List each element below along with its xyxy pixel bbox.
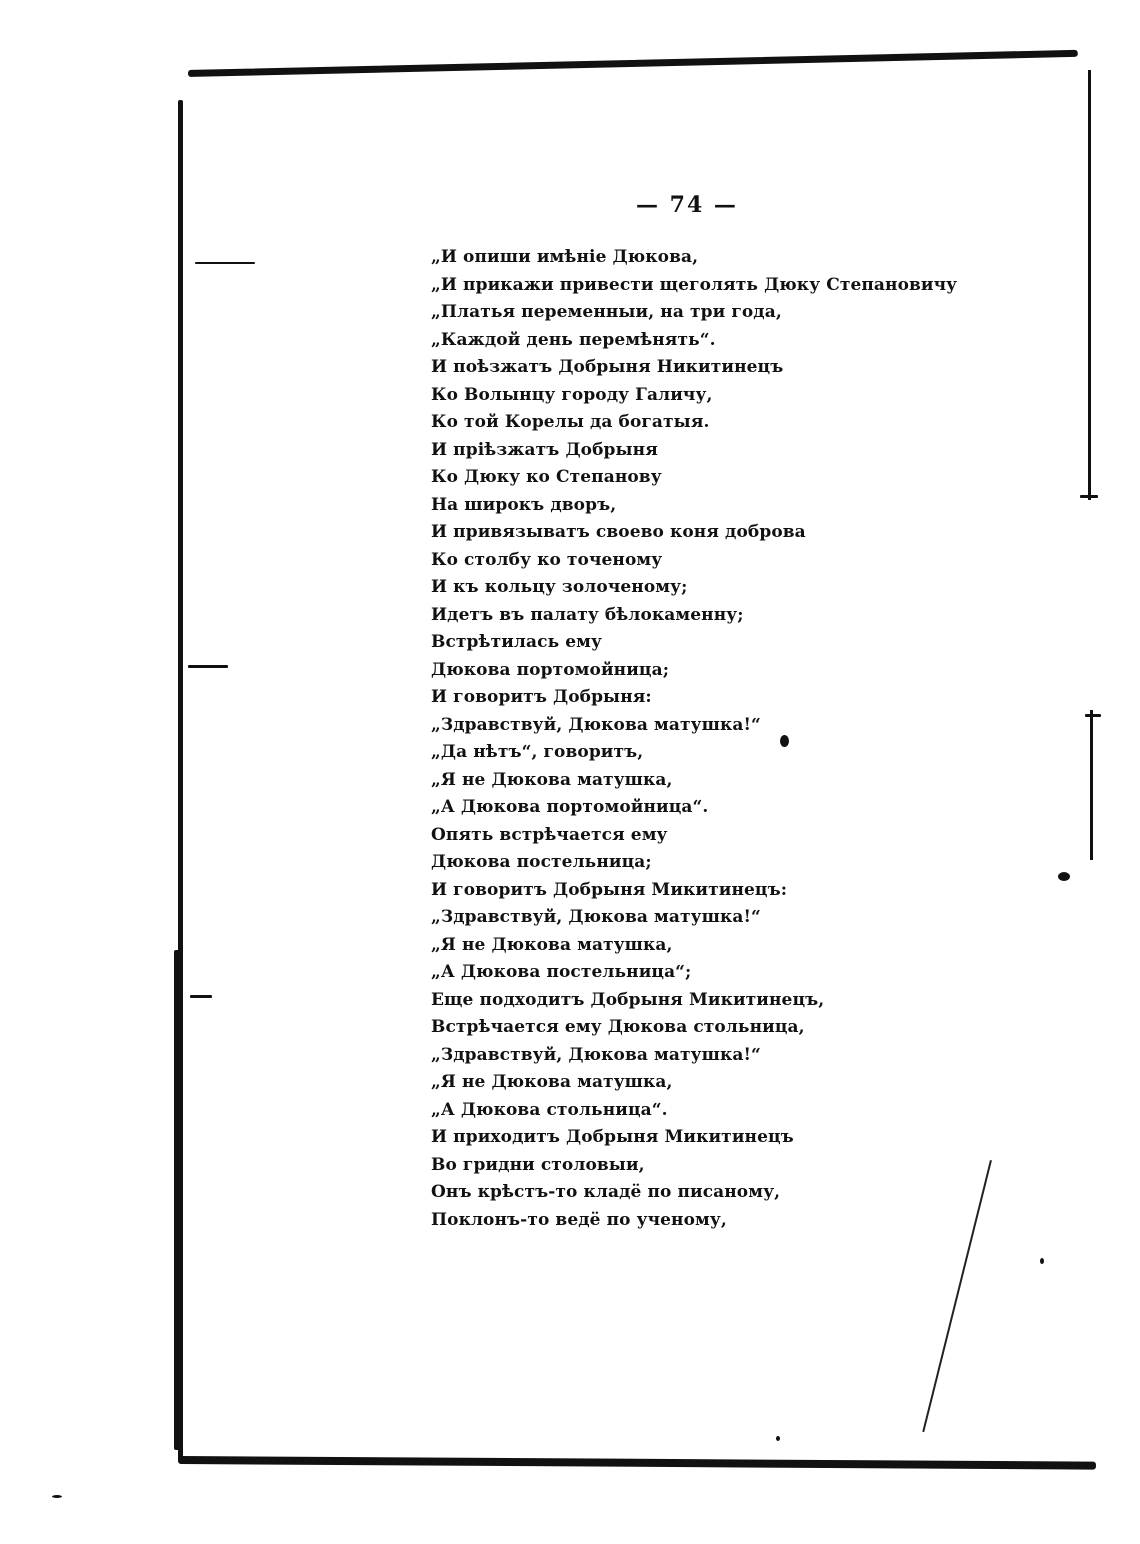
ink-speck	[190, 995, 212, 998]
verse-line: И пріѣзжатъ Добрыня	[431, 439, 658, 460]
verse-line: И поѣзжатъ Добрыня Никитинецъ	[431, 357, 784, 377]
page-edge-top	[188, 50, 1078, 77]
verse-line: „И опиши имѣніе Дюкова,	[431, 247, 699, 267]
page-edge-bottom	[178, 1456, 1096, 1470]
verse-line: „Я не Дюкова матушка,	[431, 1072, 673, 1092]
verse-line: Ко Волынцу городу Галичу,	[431, 384, 713, 405]
verse-line: И приходитъ Добрыня Микитинецъ	[431, 1127, 794, 1147]
verse-line: И привязыватъ своево коня доброва	[431, 522, 806, 542]
verse-line: Ко столбу ко точеному	[431, 549, 663, 570]
verse-line: Ко той Корелы да богатыя.	[431, 412, 710, 432]
verse-line: Опять встрѣчается ему	[431, 824, 668, 845]
verse-line: И говоритъ Добрыня Микитинецъ:	[431, 879, 788, 900]
page-edge-right	[1088, 70, 1091, 500]
ink-speck	[1080, 495, 1098, 498]
ink-speck	[1058, 872, 1070, 881]
verse-line: „А Дюкова стольница“.	[431, 1099, 668, 1120]
verse-line: „Я не Дюкова матушка,	[431, 769, 673, 790]
ink-speck	[776, 1436, 780, 1441]
verse-line: На широкъ дворъ,	[431, 494, 617, 515]
verse-line: Во гридни столовыи,	[431, 1154, 645, 1175]
ink-speck	[188, 665, 228, 668]
verse-line: Встрѣчается ему Дюкова стольница,	[431, 1017, 805, 1037]
page-edge-right-lower	[1090, 710, 1093, 860]
verse-text	[431, 244, 957, 1234]
verse-line: „Я не Дюкова матушка,	[431, 934, 673, 955]
verse-line: Онъ крѣстъ-то кладё по писаному,	[431, 1182, 781, 1202]
verse-line: Дюкова постельница;	[431, 852, 652, 872]
verse-line: Дюкова портомойница;	[431, 659, 670, 680]
verse-line: „И прикажи привести щеголять Дюку Степановичу	[431, 274, 958, 295]
verse-line: „Каждой день перемѣнять“.	[431, 329, 716, 350]
verse-line: Еще подходитъ Добрыня Микитинецъ,	[431, 989, 825, 1010]
verse-line: „А Дюкова портомойница“.	[431, 797, 709, 817]
ink-speck	[195, 262, 255, 264]
verse-line: „Здравствуй, Дюкова матушка!“	[431, 1044, 761, 1065]
verse-line: „Здравствуй, Дюкова матушка!“	[431, 907, 761, 927]
page-edge-left-shadow	[174, 950, 183, 1450]
page-number: — 74 —	[636, 192, 738, 218]
verse-line: И говоритъ Добрыня:	[431, 687, 652, 707]
verse-line: Идетъ въ палату бѣлокаменну;	[431, 604, 744, 625]
verse-line: „Здравствуй, Дюкова матушка!“	[431, 714, 761, 735]
ink-speck	[1040, 1258, 1044, 1264]
verse-line: Встрѣтилась ему	[431, 632, 603, 652]
verse-line: „А Дюкова постельница“;	[431, 962, 692, 982]
verse-line: И къ кольцу золоченому;	[431, 577, 688, 597]
verse-line: „Да нѣтъ“, говоритъ,	[431, 742, 644, 762]
ink-speck	[52, 1495, 62, 1498]
verse-line: Поклонъ-то ведё по ученому,	[431, 1209, 727, 1230]
ink-speck	[1085, 714, 1101, 717]
verse-line: Ко Дюку ко Степанову	[431, 467, 662, 487]
verse-line: „Платья переменныи, на три года,	[431, 302, 782, 322]
